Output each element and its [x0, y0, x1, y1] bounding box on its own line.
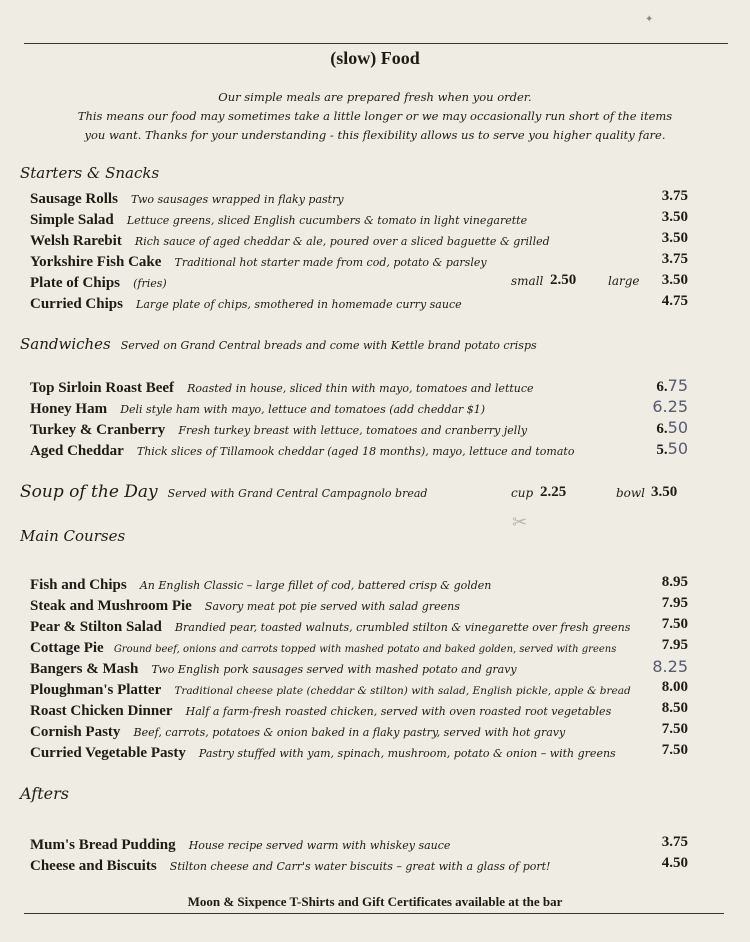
menu-item	[30, 398, 690, 418]
item-description: Deli style ham with mayo, lettuce and tomatoes (add cheddar $1)	[120, 403, 486, 416]
item-name: Fish and Chips	[30, 577, 127, 593]
item-name: Cottage Pie	[30, 640, 104, 656]
item-price	[656, 418, 688, 438]
menu-title: (slow) Food	[330, 48, 420, 68]
price-printed: 6.	[656, 379, 668, 395]
intro-line: Our simple meals are prepared fresh when you order.	[218, 90, 532, 104]
item-name: Curried Vegetable Pasty	[30, 745, 186, 761]
menu-item	[30, 209, 690, 229]
section-heading-afters: Afters	[20, 784, 69, 803]
menu-item	[30, 251, 690, 271]
item-price: 4.50	[661, 855, 688, 871]
price-handwritten: 6.25	[652, 397, 688, 416]
section-heading-sandwiches	[20, 335, 537, 353]
menu-item	[30, 440, 690, 460]
item-name: Sausage Rolls	[30, 191, 118, 207]
item-description: Rich sauce of aged cheddar & ale, poured over a sliced baguette & grilled	[134, 235, 550, 248]
soup-title: Soup of the Day	[20, 482, 158, 502]
soup-description: Served with Grand Central Campagnolo bread	[167, 487, 428, 500]
item-name: Plate of Chips	[30, 275, 120, 291]
item-price: 7.95	[661, 595, 688, 611]
menu-item	[30, 834, 690, 854]
menu-item	[30, 855, 690, 875]
item-price	[656, 376, 688, 396]
item-description: Brandied pear, toasted walnuts, crumbled stilton & vinegarette over fresh greens	[174, 621, 631, 634]
item-price: 8.25	[652, 657, 688, 676]
item-name: Cheese and Biscuits	[30, 858, 157, 874]
item-name: Roast Chicken Dinner	[30, 703, 173, 719]
menu-item	[30, 616, 690, 636]
item-description: Fresh turkey breast with lettuce, tomatoes and cranberry jelly	[178, 424, 528, 437]
scissors-icon: ✂	[512, 512, 528, 533]
item-description: Two English pork sausages served with mashed potato and gravy	[151, 663, 517, 676]
item-description: Large plate of chips, smothered in homemade curry sauce	[136, 298, 462, 311]
item-price: 8.95	[661, 574, 688, 590]
item-price: 4.75	[661, 293, 688, 309]
item-name: Turkey & Cranberry	[30, 422, 166, 438]
item-name: Top Sirloin Roast Beef	[30, 380, 175, 396]
menu-item	[30, 637, 650, 657]
bowl-size-label: bowl	[616, 486, 646, 500]
item-price: 3.50	[661, 272, 688, 288]
section-heading-starters: Starters & Snacks	[20, 164, 160, 182]
section-heading-mains: Main Courses	[20, 527, 126, 545]
item-name: Mum's Bread Pudding	[30, 837, 176, 853]
menu-item	[30, 742, 690, 762]
bottom-rule	[24, 913, 724, 914]
item-description: Traditional hot starter made from cod, potato & parsley	[174, 256, 487, 269]
item-price: 7.50	[661, 721, 688, 737]
item-name: Aged Cheddar	[30, 443, 124, 459]
price-handwritten: 50	[667, 439, 688, 458]
menu-item	[30, 658, 690, 678]
top-rule	[24, 43, 728, 44]
item-price: 3.50	[661, 209, 688, 225]
menu-item	[30, 230, 690, 250]
intro-line: This means our food may sometimes take a little longer or we may occasionally run short of the items	[77, 109, 673, 123]
item-description: Savory meat pot pie served with salad greens	[204, 600, 460, 613]
item-name: Honey Ham	[30, 401, 108, 417]
item-price: 7.50	[661, 616, 688, 632]
menu-item	[30, 188, 690, 208]
item-description: (fries)	[133, 277, 167, 290]
item-price: 3.75	[661, 251, 688, 267]
item-name: Ploughman's Platter	[30, 682, 162, 698]
small-size-label: small	[511, 274, 544, 288]
cup-size-price: 2.25	[540, 484, 567, 500]
item-description: An English Classic – large fillet of cod, battered crisp & golden	[139, 579, 492, 592]
section-note: Served on Grand Central breads and come with Kettle brand potato crisps	[120, 339, 537, 352]
price-handwritten: 75	[667, 376, 688, 395]
item-price: 7.50	[661, 742, 688, 758]
price-handwritten: 50	[667, 418, 688, 437]
item-name: Steak and Mushroom Pie	[30, 598, 192, 614]
item-price: 8.50	[661, 700, 688, 716]
item-name: Bangers & Mash	[30, 661, 139, 677]
item-name: Yorkshire Fish Cake	[30, 254, 162, 270]
menu-item	[30, 272, 690, 292]
item-price: 7.95	[661, 637, 688, 653]
item-name: Curried Chips	[30, 296, 123, 312]
item-description: Stilton cheese and Carr's water biscuits – great with a glass of port!	[169, 860, 551, 873]
price-printed: 6.	[656, 421, 668, 437]
item-description: Ground beef, onions and carrots topped with mashed potato and baked golden, served with greens	[113, 644, 617, 655]
intro-text	[60, 88, 690, 145]
bowl-size-price: 3.50	[651, 484, 678, 500]
corner-mark-icon: ✦	[645, 14, 654, 25]
cup-size-label: cup	[511, 486, 534, 500]
item-description: Pastry stuffed with yam, spinach, mushroom, potato & onion – with greens	[198, 747, 616, 760]
menu-item	[30, 700, 690, 720]
item-name: Simple Salad	[30, 212, 114, 228]
item-description: House recipe served warm with whiskey sauce	[188, 839, 451, 852]
menu-item	[30, 595, 690, 615]
soup-row	[20, 482, 427, 502]
menu-item	[30, 377, 690, 397]
footer-note: Moon & Sixpence T-Shirts and Gift Certificates available at the bar	[187, 894, 563, 909]
item-description: Traditional cheese plate (cheddar & stilton) with salad, English pickle, apple & bread	[174, 685, 631, 697]
item-description: Beef, carrots, potatoes & onion baked in a flaky pastry, served with hot gravy	[133, 726, 566, 739]
item-name: Welsh Rarebit	[30, 233, 122, 249]
item-description: Lettuce greens, sliced English cucumbers & tomato in light vinegarette	[126, 214, 528, 227]
item-name: Cornish Pasty	[30, 724, 121, 740]
menu-item	[30, 574, 690, 594]
item-name: Pear & Stilton Salad	[30, 619, 162, 635]
item-price: 3.75	[661, 834, 688, 850]
item-description: Two sausages wrapped in flaky pastry	[131, 193, 344, 206]
item-description: Half a farm-fresh roasted chicken, served with oven roasted root vegetables	[185, 705, 612, 718]
item-price: 3.50	[661, 230, 688, 246]
large-size-label: large	[608, 274, 640, 288]
item-price	[656, 439, 688, 459]
small-size-price: 2.50	[550, 272, 577, 288]
item-price	[652, 397, 688, 417]
menu-item	[30, 419, 690, 439]
intro-line: you want. Thanks for your understanding - this flexibility allows us to serve you higher quality fare.	[84, 128, 666, 142]
menu-item	[30, 679, 650, 699]
section-title: Sandwiches	[20, 335, 111, 353]
item-description: Thick slices of Tillamook cheddar (aged 18 months), mayo, lettuce and tomato	[136, 445, 575, 458]
item-price: 3.75	[661, 188, 688, 204]
item-description: Roasted in house, sliced thin with mayo, tomatoes and lettuce	[187, 382, 534, 395]
menu-item	[30, 293, 690, 313]
item-price: 8.00	[661, 679, 688, 695]
price-printed: 5.	[656, 442, 668, 458]
menu-item	[30, 721, 690, 741]
